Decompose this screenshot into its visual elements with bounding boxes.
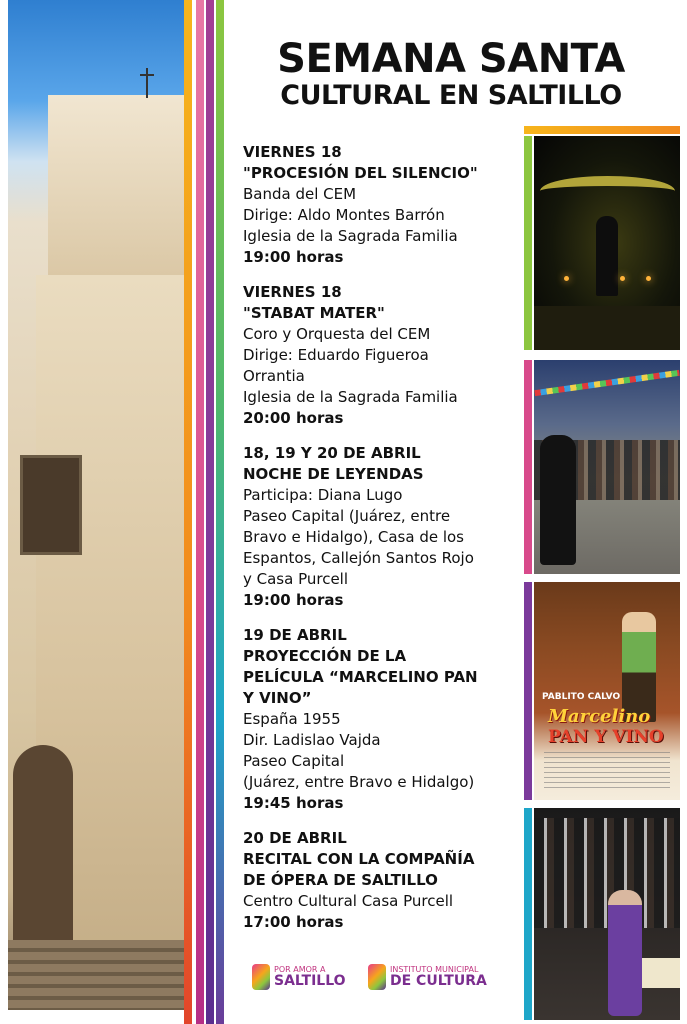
event-heading-line: PROYECCIÓN DE LA: [243, 647, 407, 665]
cathedral-photo: [8, 0, 184, 1010]
candle-light: [620, 276, 625, 281]
saltillo-logo-icon: [252, 964, 270, 990]
orchestra: [534, 818, 680, 928]
event-heading-line: 18, 19 Y 20 DE ABRIL: [243, 444, 421, 462]
events-list: [243, 142, 525, 947]
stripe-green: [216, 0, 224, 1024]
event-heading-line: 19:00 horas: [243, 591, 344, 609]
opera-recital-photo: [534, 808, 680, 1020]
cultura-logo-icon: [368, 964, 386, 990]
facade-steps: [8, 940, 184, 1010]
event-heading-line: PELÍCULA “MARCELINO PAN: [243, 668, 478, 686]
candle-light: [564, 276, 569, 281]
logo-small-text: POR AMOR A: [274, 965, 326, 974]
poster-title-top: Marcelino: [548, 706, 651, 727]
photo-stripe: [524, 582, 532, 800]
event-detail-line: Centro Cultural Casa Purcell: [243, 892, 454, 910]
event-detail-line: Coro y Orquesta del CEM: [243, 325, 431, 343]
storyteller: [540, 435, 576, 565]
logo-big-text: DE CULTURA: [390, 973, 487, 989]
event-detail-line: Paseo Capital (Juárez, entre: [243, 507, 451, 525]
instituto-cultura-logo: [368, 964, 487, 990]
event-detail-line: Participa: Diana Lugo: [243, 486, 403, 504]
event-heading-line: VIERNES 18: [243, 143, 342, 161]
photo-stripe: [524, 136, 532, 350]
logo-big-text: SALTILLO: [274, 973, 346, 989]
poster-subtitle: CULTURAL EN SALTILLO: [280, 80, 622, 111]
event-detail-line: Orrantia: [243, 367, 305, 385]
event-block: [243, 282, 525, 429]
event-block: [243, 443, 525, 611]
event-heading-line: VIERNES 18: [243, 283, 342, 301]
photo-stripe: [524, 360, 532, 574]
event-detail-line: (Juárez, entre Bravo e Hidalgo): [243, 773, 475, 791]
ground: [534, 306, 680, 350]
event-detail-line: Banda del CEM: [243, 185, 357, 203]
poster-title: SEMANA SANTA: [277, 36, 625, 82]
event-heading-line: Y VINO”: [243, 689, 312, 707]
event-heading-line: 19:00 horas: [243, 248, 344, 266]
photo-stripe: [524, 808, 532, 1020]
event-detail-line: Bravo e Hidalgo), Casa de los: [243, 528, 465, 546]
event-heading-line: RECITAL CON LA COMPAÑÍA: [243, 850, 475, 868]
stripe-pink: [196, 0, 204, 1024]
procession-photo: [534, 136, 680, 350]
cross-icon: [146, 68, 148, 98]
legends-night-photo: [534, 360, 680, 574]
por-amor-a-saltillo-logo: [252, 964, 346, 990]
stripe-yellow: [184, 0, 192, 1024]
bell-tower: [48, 95, 184, 275]
event-block: [243, 142, 525, 268]
event-heading-line: "PROCESIÓN DEL SILENCIO": [243, 164, 478, 182]
event-heading-line: DE ÓPERA DE SALTILLO: [243, 871, 438, 889]
arch-shape: [540, 176, 675, 206]
event-block: [243, 828, 525, 933]
poster-title-bottom: PAN Y VINO: [548, 727, 664, 747]
event-detail-line: Dir. Ladislao Vajda: [243, 731, 381, 749]
papel-picado: [534, 370, 679, 396]
event-heading-line: "STABAT MATER": [243, 304, 385, 322]
candle-light: [646, 276, 651, 281]
event-detail-line: España 1955: [243, 710, 341, 728]
event-detail-line: Iglesia de la Sagrada Familia: [243, 227, 458, 245]
poster-actor: PABLITO CALVO: [542, 692, 621, 702]
logo-small-text: INSTITUTO MUNICIPAL: [390, 965, 479, 974]
event-heading-line: NOCHE DE LEYENDAS: [243, 465, 424, 483]
event-heading-line: 20:00 horas: [243, 409, 344, 427]
event-detail-line: Espantos, Callejón Santos Rojo: [243, 549, 474, 567]
movie-poster: [534, 582, 680, 800]
facade-doorway: [13, 745, 73, 945]
opera-singer: [608, 890, 642, 1016]
event-detail-line: Dirige: Eduardo Figueroa: [243, 346, 429, 364]
poster-credits: [544, 752, 670, 792]
event-heading-line: 19 DE ABRIL: [243, 626, 347, 644]
event-block: [243, 625, 525, 814]
event-heading-line: 17:00 horas: [243, 913, 344, 931]
facade-window: [20, 455, 82, 555]
photo-top-bar: [524, 126, 680, 134]
event-heading-line: 19:45 horas: [243, 794, 344, 812]
event-detail-line: Iglesia de la Sagrada Familia: [243, 388, 458, 406]
hooded-figure: [596, 216, 618, 296]
event-heading-line: 20 DE ABRIL: [243, 829, 347, 847]
event-detail-line: Paseo Capital: [243, 752, 345, 770]
event-detail-line: y Casa Purcell: [243, 570, 349, 588]
stripe-purple: [206, 0, 214, 1024]
event-detail-line: Dirige: Aldo Montes Barrón: [243, 206, 445, 224]
